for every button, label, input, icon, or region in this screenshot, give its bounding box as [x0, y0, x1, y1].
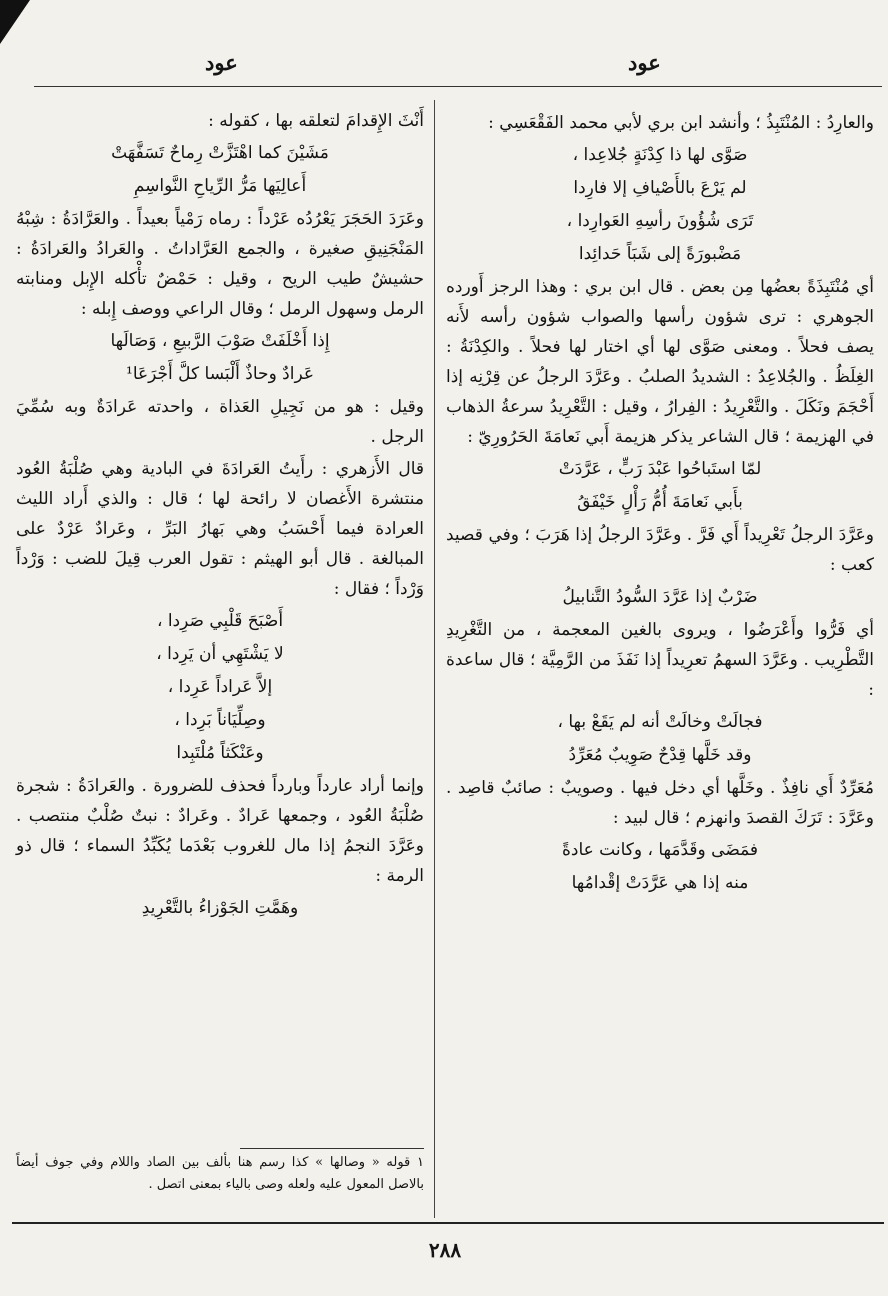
paragraph: وعَرَّدَ الرجلُ تَعْرِيداً أَي فَرَّ . وعَرَّدَ الرجلُ إذا هَرَبَ ؛ وفي قصيد كعب : [446, 525, 874, 575]
verse-line: أَصْبَحَ قَلْبِي صَرِدا ، [156, 611, 284, 631]
left-column [16, 106, 424, 926]
running-head-right: عود [628, 50, 661, 75]
paragraph: وقيل : هو من نَجِيلِ العَذاة ، واحدته عَرادَةٌ وبه سُمِّيَ الرجل . [16, 397, 424, 447]
verse-line: أَعالِيَها مَرُّ الرِّياحِ النَّواسِمِ [133, 176, 307, 196]
verse-line: تَرَى شُؤُونَ رأسِهِ العَوارِدا ، [566, 211, 754, 231]
verse-line: فجالَتْ وخالَتْ أنه لم يَقَعْ بها ، [557, 712, 763, 732]
verse-line: لم يَرْعَ بالأَصْيافِ إلا فارِدا [573, 178, 747, 198]
verse-line: لا يَشْتَهِي أن يَرِدا ، [156, 644, 284, 664]
verse-line: وعَنْكَثاً مُلْتَبِدا [176, 743, 264, 763]
paragraph: أي مُنْتَبِذَةً بعضُها مِن بعض . قال ابن بري : وهذا الرجز أَورده الجوهري : ترى شؤون رأسها والصواب شؤون رأسه لأَنه يصف فحلاً . ومعنى صَوَّى لها أي اختار لها فحلاً . والكِدْنَةُ : الغِلَظُ . والجُلاعِدُ : الشديدُ الصلبُ . وعَرَّدَ الرجلُ عن قِرْنِه إذا أَحْجَمَ ونَكَلَ . والتَّعْرِيدُ : الفِرارُ ، وقيل : التَّعْرِيدُ سرعةُ الذهاب في الهزيمة ؛ قال الشاعر يذكر هزيمة أَبي نَعامَةَ الحَرُورِيّ : [446, 277, 874, 447]
verse-line: إلاَّ عَراداً عَرِدا ، [167, 677, 273, 697]
paragraph: قال الأَزهري : رأَيتُ العَرادَةَ في البادية وهي صُلْبَةُ العُود منتشرة الأَغصان لا رائحة لها ؛ قال : والذي أَراد الليث العرادة فيما أَحْسَبُ وهي بَهارُ البَرِّ ، وعَرادٌ عَرْدٌ على المبالغة . قال أبو الهيثم : تقول العرب قِيلَ للضب : وَرْداً وَرْداً ؛ فقال : [16, 459, 424, 599]
footnote: ١ قوله « وصالها » كذا رسم هنا بألف بين الصاد واللام وفي جوف أيضاً بالاصل المعول عليه ولعله وصى بالياء بمعنى اتصل . [16, 1155, 424, 1192]
verse-line: مَشَيْنَ كما اهْتَزَّتْ رِماحٌ تَسَفَّهَتْ [111, 143, 329, 163]
verse-line: وقد خَلَّها قِدْحٌ صَوِيبٌ مُعَرِّدُ [568, 745, 752, 765]
verse-line: فمَضَى وقَدَّمَها ، وكانت عادةً [561, 840, 759, 860]
paragraph: أَنْثَ الإِقدامَ لتعلقه بها ، كقوله : [208, 111, 424, 131]
paragraph: وإنما أراد عارداً وبارداً فحذف للضرورة . والعَرادَةُ : شجرة صُلْبَةُ العُود ، وجمعها عَرادٌ . وعَرادٌ : نبتٌ صُلْبٌ منتصب . وعَرَّدَ النجمُ إذا مال للغروب بَعْدَما يُكَبِّدُ السماء ؛ قال ذو الرمة : [16, 776, 424, 886]
paragraph: أي فَرُّوا وأَعْرَضُوا ، ويروى بالغين المعجمة ، من التَّغْرِيدِ التَّطْرِيب . وعَرَّدَ السهمُ تعرِيداً إذا نَفَذَ من الرَّمِيَّة ؛ قال ساعدة : [446, 620, 874, 700]
page-number: ٢٨٨ [428, 1238, 462, 1262]
header-rule [34, 86, 882, 87]
verse-line: وصِلِّيَاناً بَرِدا ، [174, 710, 266, 730]
running-head-left: عود [205, 50, 238, 75]
right-column [446, 108, 874, 901]
verse-line: بأَبي نَعامَةَ أُمُّ رَأْلٍ خَيْفَقُ [577, 492, 743, 512]
verse-line: ضَرْبٌ إذا عَرَّدَ السُّودُ التَّنابيلُ [562, 587, 758, 607]
verse-line: عَرادٌ وحاذٌ أَلْبَسا كلَّ أَجْرَعَا¹ [125, 364, 314, 384]
footnote-rule [240, 1148, 424, 1149]
verse-line: لمّا استَباحُوا عَبْدَ رَبٍّ ، عَرَّدَتْ [558, 459, 762, 479]
verse-line: إِذا أَخْلَفَتْ صَوْبَ الرَّبيعِ ، وَصَالَها [110, 331, 330, 351]
verse-line: منه إذا هي عَرَّدَتْ إقْدامُها [571, 873, 749, 893]
verse-line: وهَمَّتِ الجَوْزاءُ بالتَّعْرِيدِ [141, 898, 299, 918]
paragraph: وعَرَدَ الحَجَرَ يَعْرُدُه عَرْداً : رماه رَمْياً بعيداً . والعَرَّادَةُ : شِبْهُ المَنْجَنِيقِ صغيرة ، والجمع العَرَّاداتُ . والعَرادُ والعَرادَةُ : حشيشٌ طيب الريح ، وقيل : حَمْضٌ تأْكله الإِبل ومنابته الرمل وسهول الرمل ؛ وقال الراعي ووصف إِبله : [16, 209, 424, 319]
column-divider [434, 100, 435, 1218]
corner-mark [0, 0, 30, 44]
paragraph: مُعَرِّدٌ أَي نافِذٌ . وخَلَّها أي دخل فيها . وصويبٌ : صائبٌ قاصِد . وعَرَّدَ : تَرَكَ القصدَ وانهزم ؛ قال لبيد : [446, 778, 874, 828]
paragraph: والعارِدُ : المُنْتَبِذُ ؛ وأنشد ابن بري لأبي محمد الفَقْعَسِي : [488, 113, 874, 133]
verse-line: مَضْبورَةً إلى شَبَاً حَدائِدا [578, 244, 742, 264]
footer-rule [12, 1222, 884, 1224]
verse-line: صَوَّى لها ذا كِدْنَةٍ جُلاعِدا ، [572, 145, 748, 165]
